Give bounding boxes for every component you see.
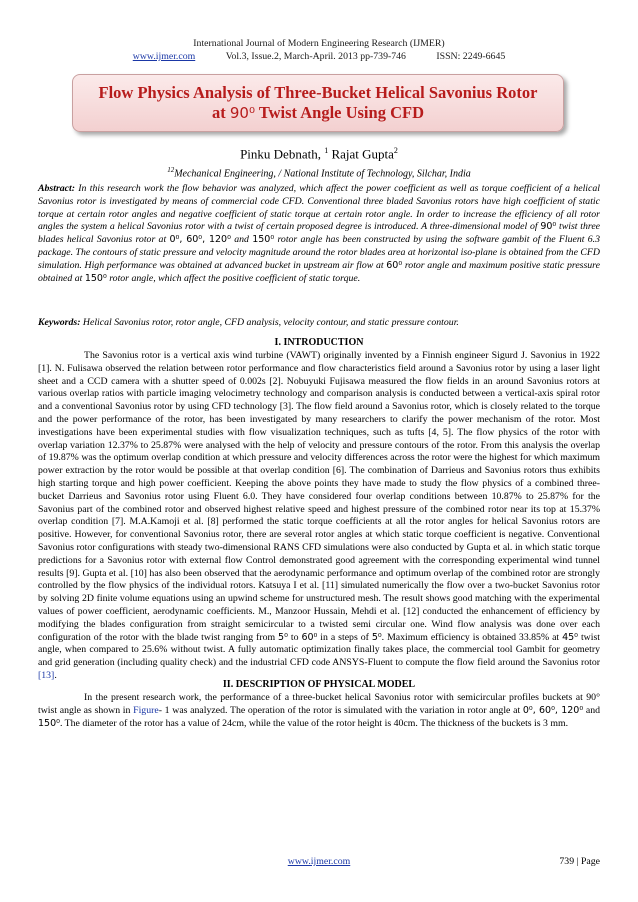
math-inline: 150⁰ <box>84 272 107 284</box>
math-inline: 150⁰ <box>252 234 275 246</box>
model-text: . The diameter of the rotor has a value of 24cm, while the value of the rotor height is 40cm. The thickness of the buckets is 3 mm. <box>59 717 569 729</box>
keywords-label: Keywords: <box>38 317 81 328</box>
abstract-text: and <box>234 234 249 246</box>
title-line2-post: Twist Angle Using CFD <box>258 103 424 122</box>
volume-info: Vol.3, Issue.2, March-April. 2013 pp-739-746 <box>225 51 406 62</box>
reference-link[interactable]: [13] <box>38 669 55 681</box>
issn: ISSN: 2249-6645 <box>436 51 506 62</box>
title-box <box>72 74 564 132</box>
model-text: - 1 was analyzed. The operation of the rotor is simulated with the variation in rotor angle at <box>158 704 521 716</box>
intro-text: The Savonius rotor is a vertical axis wind turbine (VAWT) originally invented by a Finnish engineer Sigurd J. Savonius in 1922 [1]. N. Fulisawa observed the relation between rotor performance and flow characteristics field around a Savonius rotor by using a laser light sheet and a CCD camera with a shutter speed of 0.002s [2]. Nobuyuki Fujisawa measured the flow fields in an around Savonius rotors at various overlap ratios with particle imaging velocimetry technology and comparison analysis is conducted between a vertical-axis spiral rotor and a conventional Savonius rotor by using CFD technology [3]. The flow field around a Savonius rotor, which is closely related to the torque and the power performance of the rotor, has been investigated by many researchers to clarify the power mechanism of the rotor. Most investigations have been experimental studies with flow visualization techniques, such as tufts [4, 5]. The flow physics of the rotor with overlap variation 12.37% to 25.87% were analysed with the help of velocity and pressure contours of the rotor. From this analysis the overlap of 19.87% was the optimum overlap condition at which pressure and velocity differences across the rotor were the highest for which maximum power extraction by the rotor would be possible at that overlap condition [6]. The combination of Darrieus and Savonius rotors thus exhibits high starting torque and high power coefficient. Keeping the above points they have made to study the flow physics of a combined three-bucket Darrieus and Savonius rotor using Fluent 6.0. They have considered four overlap conditions between 10.87% to 25.87% for the Savonius part of the combined rotor and observed highest relative speed and highest pressure of the combined rotor near its top at 15.37% overlap condition [7]. M.A.Kamoji et al. [8] performed the static torque coefficients at all the rotor angles for helical Savonius rotors are positive. However, for conventional Savonius rotor, there are several rotor angles at which static torque coefficient is negative. Conventional Savonius rotor configurations with steady two-dimensional RANS CFD simulations were also conducted by Gupta et al. in which static torque predictions for a Savonius rotor with external flow Control demonstrated good agreement with the corresponding experimental wind tunnel results [9]. Gupta et al. [10] has also been observed that the aerodynamic performance and optimum overlap of the combined rotor are strongly controlled by the flow physics of the individual rotors. Katsuya I et al. [11] simulated numerically the flow over a two-bucket Savonius rotor by solving 2D finite volume equations using an upwind scheme for unstructured mesh. The result shows good matching with the experimental values of power coefficient, aerodynamic coefficients. M., Manzoor Hussain, Mehdi et al. [12] conducted the enhancement of efficiency by modifying the blades configuration from straight semicircular to a twisted semi circular one. Wind flow analysis was done over each configuration of the rotor with the blade twist ranging from <box>38 350 600 643</box>
math-inline: 60⁰ <box>386 259 403 271</box>
author-1-sup: 1 <box>324 146 329 155</box>
intro-text: to <box>290 631 299 643</box>
physical-model-body <box>38 692 600 730</box>
author-2: Rajat Gupta <box>331 146 394 162</box>
keywords <box>38 317 600 330</box>
journal-name: International Journal of Modern Engineering Research (IJMER) <box>193 38 445 49</box>
intro-text: in a steps of <box>320 631 369 643</box>
title-line2-pre: at <box>212 103 226 122</box>
math-inline: 5⁰ <box>371 631 382 643</box>
section-heading-physical-model: II. DESCRIPTION OF PHYSICAL MODEL <box>222 679 416 690</box>
author-1: Pinku Debnath, <box>240 146 321 162</box>
math-inline: 0⁰, 60⁰, 120⁰ <box>522 704 584 716</box>
intro-text: . <box>54 669 57 681</box>
math-inline: 150⁰ <box>38 717 60 729</box>
section-heading-introduction: I. INTRODUCTION <box>274 337 364 348</box>
abstract-label: Abstract: <box>38 183 76 194</box>
authors <box>0 146 638 162</box>
model-text: In the present research work, the performance of a three-bucket helical Savonius rotor with semicircular profiles buckets at 90° twist angle as shown in <box>38 692 600 716</box>
abstract-text: rotor angle has been constructed by using the software gambit of the Fluent 6.3 package. The contours of static pressure and velocity magnitude around the rotor blades area at horizontal iso-plane is obtained from the CFD simulation. High performance was obtained at advanced bucket in upstream air flow at <box>38 234 601 271</box>
math-inline: 60⁰ <box>301 631 318 643</box>
author-2-sup: 2 <box>393 146 398 155</box>
journal-url-link[interactable]: www.ijmer.com <box>132 51 196 62</box>
keywords-text: Helical Savonius rotor, rotor angle, CFD analysis, velocity contour, and static pressure contour. <box>82 317 459 328</box>
abstract-text: In this research work the flow behavior was analyzed, which affect the power coefficient as well as torque coefficient of a helical Savonius rotor is investigated by means of commercial code CFD. Conventional three bladed Savonius rotors have high coefficient of static torque at certain rotor angles and negative coefficient of static torque at certain rotor angle. In order to increase the efficiency of all rotor angles the system a helical Savonius rotor with a twist of certain proposed degree is introduced. A three-dimensional model of <box>38 183 601 233</box>
affiliation-sup: 12 <box>167 166 175 174</box>
math-inline: 45⁰ <box>562 631 578 643</box>
page-number: 739 | Page <box>559 856 600 867</box>
introduction-body <box>38 350 600 683</box>
abstract-text: rotor angle and maximum positive static pressure obtained at <box>38 259 600 284</box>
math-inline: 5⁰ <box>278 631 288 643</box>
abstract <box>38 183 600 285</box>
affiliation-text: Mechanical Engineering, / National Institute of Technology, Silchar, India <box>174 168 471 180</box>
intro-text: twist angle, when compared to 25.6% without twist. A fully automatic optimization finally takes place, the commercial tool Gambit for geometry and grid generation (including quality check) and the industrial CFD code ANSYS-Fluent to compute the flow field around the Savonius rotor <box>38 631 601 669</box>
title-angle: 90⁰ <box>229 104 255 122</box>
title-line1: Flow Physics Analysis of Three-Bucket Helical Savonius Rotor <box>98 83 538 102</box>
math-inline: 90⁰ <box>540 221 557 233</box>
intro-text: . Maximum efficiency is obtained 33.85% at <box>381 631 560 643</box>
journal-meta <box>0 51 638 62</box>
footer-url-link[interactable]: www.ijmer.com <box>287 856 351 867</box>
affiliation <box>0 166 638 179</box>
model-text: and <box>585 704 600 716</box>
figure-link[interactable]: Figure <box>133 704 159 716</box>
abstract-text: twist three blades helical Savonius rotor at <box>38 221 601 246</box>
math-inline: 0⁰, 60⁰, 120⁰ <box>169 234 231 246</box>
paper-title <box>73 83 563 123</box>
abstract-text: rotor angle, which affect the positive coefficient of static torque. <box>109 272 361 284</box>
